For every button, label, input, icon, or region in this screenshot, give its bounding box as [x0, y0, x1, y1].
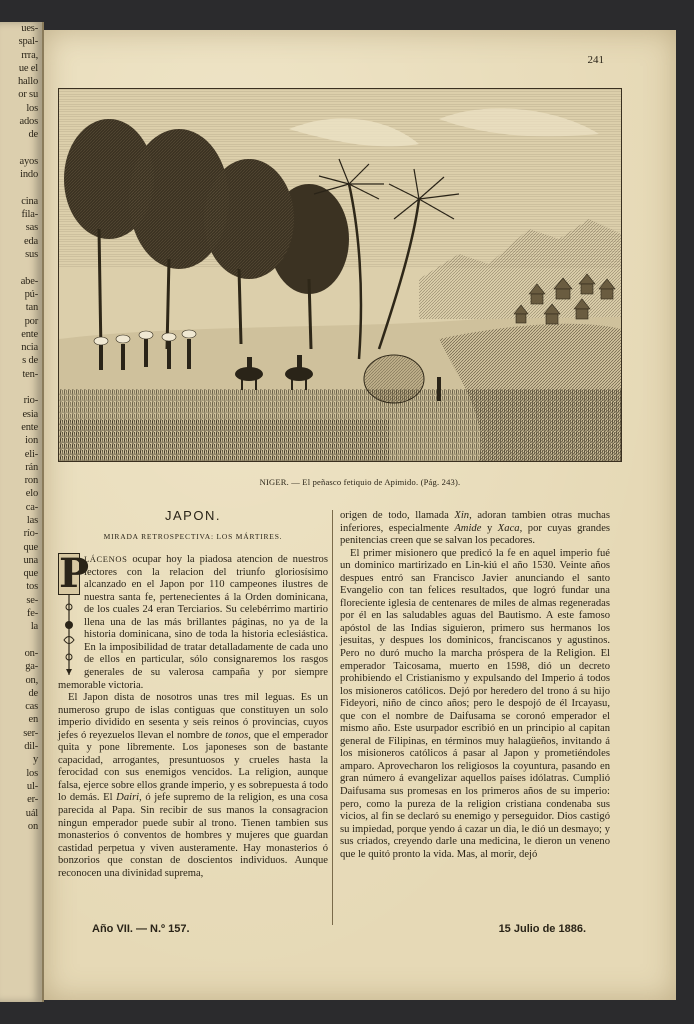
left-page-line: uál — [25, 807, 38, 819]
article-column-left — [58, 510, 328, 880]
left-page-line: por — [24, 315, 38, 327]
left-page-line: ron — [24, 475, 38, 487]
column-divider — [332, 510, 333, 925]
left-page-line: on- — [24, 647, 38, 659]
engraving-illustration — [58, 88, 622, 462]
left-page-line: er- — [27, 794, 38, 806]
left-page-line: ente — [21, 421, 38, 433]
left-page-line: fe- — [26, 608, 38, 620]
left-page-line: ayos — [19, 155, 38, 167]
paragraph-3-text-c: por cuyas grandes penitencias creen que se salvan los pecadores. — [340, 522, 611, 547]
term-xin: Xin, — [454, 510, 472, 521]
left-page-line: dil- — [24, 741, 38, 753]
left-page-line: rán — [25, 461, 38, 473]
left-page-line: cas — [25, 701, 38, 713]
left-page-line — [0, 381, 42, 394]
left-page-line: on — [27, 820, 38, 832]
issue-date: 15 Julio de 1886. — [498, 923, 586, 935]
left-page-line: fila- — [21, 209, 38, 221]
term-dairi: Dairi, — [116, 792, 142, 804]
illustration-caption: NIGER. — El peñasco fetiquio de Apimido. (Pág. 243). — [259, 477, 461, 487]
left-page-line: esia — [22, 408, 38, 420]
left-page-line: spal- — [18, 36, 38, 48]
left-page-line: la — [30, 621, 38, 633]
left-page-line: de — [28, 687, 38, 699]
left-page-line: ion — [25, 435, 38, 447]
left-page-line: eda — [24, 235, 38, 247]
left-page-line: elo — [25, 488, 38, 500]
left-page-line: pú- — [24, 288, 38, 300]
left-page-line: s de — [22, 355, 38, 367]
paragraph-4: El primer misionero que predicó la fe en aquel imperio fué un dominico martirizado en Lin-kiú el año 1530. Veinte años despues entró san Francisco Javier anunciando el santo Evangelio con tan felices resultados, que logró fundar una floreciente iglesia de centenares de miles de almas regeneradas por él en las saludables aguas del Bautismo. A este famoso apóstol de las Indias siguieron, primero sus hermanos los jesuitas, y despues los dominicos, franciscanos y agustinos. Pero no duró mucho la marcha próspera de la Religion. El emperador Taicosama, muerto en 1598, dió un decreto prohibiendo el Cristianismo y expulsando del Imperio á todos los misioneros católicos. Dejó por heredero del trono á su hijo Fideyori, niño de cinco años; pero le despojó de él Ircayasu, que con el nombre de Daifusama se coronó emperador el mismo año. Este usurpador escribió en un principio al capitan general de Filipinas, en términos muy halagüeños, invitando á los misioneros católicos á pasar al Japon y prometiéndoles amparo. Aprovecharon los religiosos la coyuntura, pasando en gran número á evangelizar aquellos países idólatras. Cumplió Daifusama sus promesas en los primeros años de su imperio: pero, como la pureza de la religion cristiana condenaba sus vicios, al fin se declaró su enemigo y perseguidor. Dios castigó su impiedad, porque yendo á cazar un dia, le dió un desmayo; y sus criados, creyendo darle una medicina, le dieron un veneno que le quitó pronto la vida. Mas, al morir, dejó — [340, 547, 610, 860]
left-page-line: y — [32, 754, 38, 766]
left-page-line: los — [26, 102, 38, 114]
left-page-fragment — [0, 22, 44, 1002]
left-page-line — [0, 634, 42, 647]
left-page-line: cina — [21, 195, 38, 207]
magazine-page — [44, 30, 676, 1000]
left-page-line: or su — [18, 89, 38, 101]
left-page-line: ga- — [25, 661, 38, 673]
paragraph-1-text: ocupar hoy la piadosa atencion de nuestros lectores con la relacion del triunfo gloriosísimo alcanzado en el Japon por 110 campeones ilustres de nuestra santa fe, pertenecientes á la Orden dominicana, de los cuales 24 eran Terciarios. Su celebérrimo martirio llena una de las más brillantes páginas, no ya de la historia dominicana, sino de toda la historia eclesiástica. En la imposibilidad de tratar detalladamente de cada uno de ellos en particular, sólo consignaremos los rasgos generales de su valerosa campaña y por siempre memorable victoria. — [58, 554, 328, 691]
issue-number: Año VII. — N.º 157. — [92, 923, 190, 935]
article-column-right — [340, 510, 610, 861]
term-tonos: tonos, — [225, 729, 251, 741]
dropcap-letter: P — [59, 550, 90, 598]
paragraph-2-text-b: que el emperador quita y pone libremente. Los japoneses son de bastante capacidad, arrogantes, presuntuosos y crueles hasta la ferocidad con sus enemigos vencidos. La religion, aunque falsa, ejerce sobre ellos grande imperio, y es sobrepuesta á todo lo demás. El — [58, 729, 328, 804]
left-page-line: ues- — [21, 23, 38, 34]
left-page-line: río- — [23, 528, 38, 540]
paragraph-2-text-a: El Japon dista de nosotros unas tres mil leguas. Es un numeroso grupo de islas contiguas que constituyen un solo imperio dividido en sesenta y seis reinos ó provincias, cuyos jefes ó reyezuelos llevan el nombre de — [58, 692, 328, 741]
paragraph-1-lead: LÁCENOS — [84, 554, 128, 565]
left-page-line: rrra, — [21, 49, 38, 61]
left-page-line: que — [23, 541, 38, 553]
left-page-line: ncia — [21, 342, 38, 354]
left-page-line: que — [23, 568, 38, 580]
left-page-line: indo — [20, 169, 38, 181]
left-page-line: ul- — [26, 780, 38, 792]
left-page-line: las — [26, 514, 38, 526]
niger-landscape-engraving — [59, 89, 621, 461]
left-page-line: tan — [25, 302, 38, 314]
left-page-line: de — [28, 129, 38, 141]
paragraph-3-text-a: origen de todo, llamada — [340, 510, 449, 521]
left-page-line: los — [26, 767, 38, 779]
left-page-line: ue el — [18, 62, 38, 74]
paragraph-2 — [58, 692, 328, 880]
paragraph-2-text-c: ó jefe supremo de la religion, es una cosa parecida al Papa. Sin recibir de sus manos la consagracion ningun emperador puede subir al trono. Tienen tambien sus monasterios ó conventos de hombres y mujeres que guardan castidad perpetua y viven austeramente. Hay monasterios ó bonzorios que constan de doscientos individuos. Aunque reconocen una divinidad suprema, — [58, 792, 329, 879]
left-page-line: una — [23, 554, 38, 566]
left-page-line: en — [28, 714, 38, 726]
left-page-line: rio- — [23, 395, 38, 407]
left-page-line: sus — [25, 249, 38, 261]
term-xaca: Xaca, — [497, 522, 523, 534]
left-page-line: ca- — [25, 501, 38, 513]
left-page-line: eli- — [24, 448, 38, 460]
left-page-line: ados — [19, 116, 38, 128]
paragraph-1 — [58, 550, 328, 692]
left-page-line: hallo — [18, 76, 38, 88]
dropcap-ornament-icon — [62, 595, 76, 675]
left-page-line: tos — [26, 581, 38, 593]
left-page-line — [0, 142, 42, 155]
term-amide: Amide — [454, 522, 482, 534]
left-page-line: ser- — [23, 727, 38, 739]
article-title: JAPON. — [165, 508, 221, 523]
left-page-line: se- — [26, 594, 38, 606]
ornamental-dropcap — [58, 550, 90, 677]
paragraph-3 — [340, 510, 610, 548]
paragraph-3-conj: y — [486, 522, 493, 534]
left-page-line — [0, 182, 42, 195]
article-subtitle: MIRADA RETROSPECTIVA: LOS MÁRTIRES. — [103, 531, 283, 541]
left-page-line: ente — [21, 328, 38, 340]
left-page-line: sas — [25, 222, 38, 234]
left-page-line — [0, 261, 42, 274]
page-number: 241 — [587, 54, 604, 66]
left-page-line: ten- — [22, 368, 38, 380]
left-page-line: on, — [25, 674, 38, 686]
left-page-line: abe- — [20, 275, 38, 287]
paragraph-3-text-b: adoran tambien otras muchas inferiores, especialmente — [340, 510, 610, 534]
